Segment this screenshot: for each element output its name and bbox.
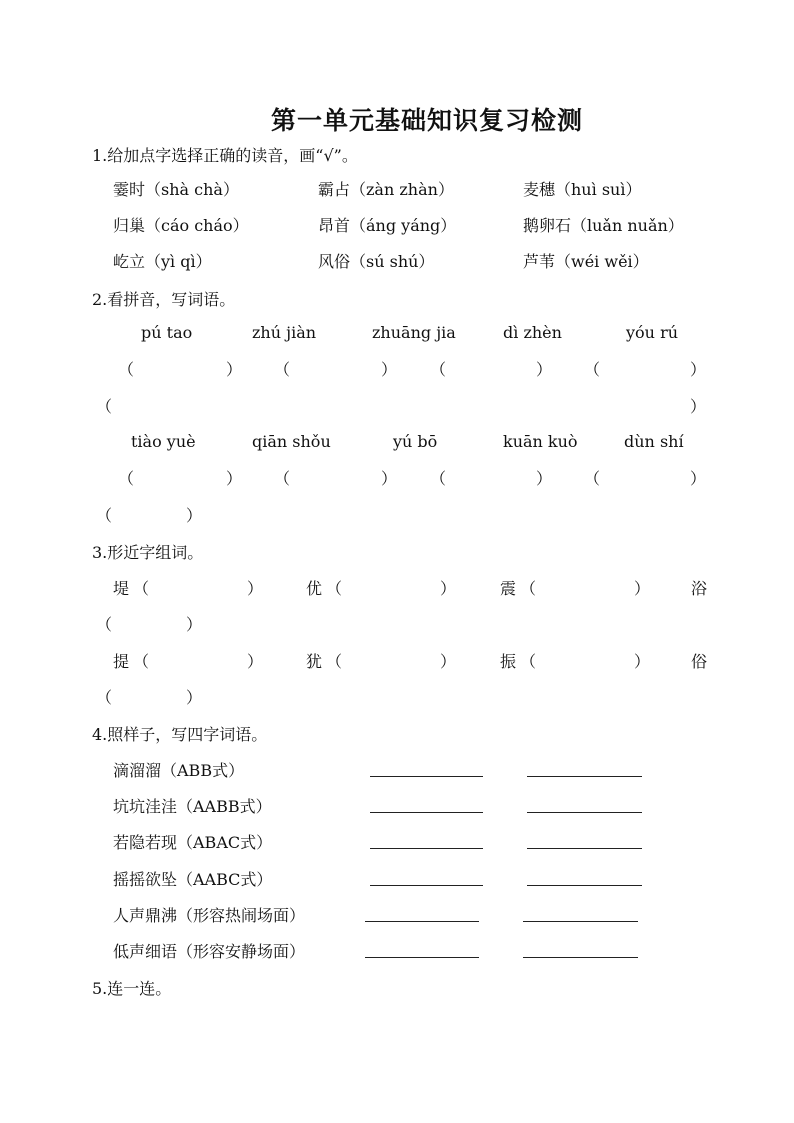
answer-line[interactable] [365, 921, 479, 922]
q1-item: 霸占（zàn zhàn） [318, 180, 454, 199]
q2-answer-row [0, 357, 794, 381]
answer-box-close: ） [440, 579, 457, 598]
q1-row [0, 213, 794, 237]
pinyin: dùn shí [624, 432, 684, 451]
q1-row [0, 177, 794, 201]
q2-pinyin-row [0, 432, 794, 456]
q2-pinyin-row [0, 323, 794, 347]
char: 俗 [691, 652, 708, 671]
answer-box-close: ） [634, 579, 651, 598]
answer-box-close: ） [381, 360, 398, 379]
pinyin: dì zhèn [503, 323, 562, 342]
q4-row [0, 903, 794, 927]
answer-line[interactable] [370, 848, 483, 849]
q2-answer-row [0, 466, 794, 490]
q4-example: 低声细语（形容安静场面） [113, 942, 306, 961]
q3-row [0, 612, 794, 636]
answer-box-close: ） [690, 360, 707, 379]
answer-box-open[interactable]: （ [274, 360, 291, 379]
char: 提 [113, 652, 130, 671]
answer-box-open[interactable]: （ [520, 579, 537, 598]
q3-prompt: 3.形近字组词。 [92, 543, 204, 562]
q4-row [0, 867, 794, 891]
answer-line[interactable] [523, 921, 638, 922]
answer-line[interactable] [370, 776, 483, 777]
char: 优 [306, 579, 323, 598]
pinyin: zhuāng jia [372, 323, 456, 342]
answer-box-close: ） [381, 469, 398, 488]
q1-item: 霎时（shà chà） [113, 180, 239, 199]
answer-box-close: ） [634, 652, 651, 671]
q1-item: 昂首（áng yáng） [318, 216, 457, 235]
answer-box-open[interactable]: （ [520, 652, 537, 671]
answer-box-open[interactable]: （ [326, 579, 343, 598]
page-title: 第一单元基础知识复习检测 [270, 106, 583, 135]
q2-prompt: 2.看拼音，写词语。 [92, 290, 236, 309]
answer-box-open[interactable]: （ [133, 579, 150, 598]
q2-answer-row [0, 503, 794, 527]
answer-line[interactable] [370, 812, 483, 813]
q4-row [0, 758, 794, 782]
q1-item: 归巢（cáo cháo） [113, 216, 249, 235]
q1-item: 屹立（yì qì） [113, 252, 212, 271]
q4-example: 坑坑洼洼（AABB式） [113, 797, 272, 816]
answer-box-close: ） [186, 615, 203, 634]
answer-line[interactable] [527, 812, 642, 813]
q1-item: 芦苇（wéi wěi） [523, 252, 649, 271]
answer-box-open[interactable]: （ [118, 360, 135, 379]
answer-box-close: ） [186, 506, 203, 525]
char: 浴 [691, 579, 708, 598]
q4-prompt: 4.照样子，写四字词语。 [92, 725, 268, 744]
q1-row [0, 249, 794, 273]
answer-box-close: ） [536, 469, 553, 488]
pinyin: zhú jiàn [252, 323, 317, 342]
answer-box-open[interactable]: （ [584, 469, 601, 488]
answer-box-close: ） [226, 469, 243, 488]
answer-line[interactable] [523, 957, 638, 958]
pinyin: tiào yuè [131, 432, 196, 451]
answer-box-close: ） [226, 360, 243, 379]
q4-example: 人声鼎沸（形容热闹场面） [113, 906, 306, 925]
answer-box-open[interactable]: （ [96, 688, 113, 707]
answer-box-close: ） [536, 360, 553, 379]
answer-box-open[interactable]: （ [118, 469, 135, 488]
answer-box-open[interactable]: （ [326, 652, 343, 671]
q4-row [0, 794, 794, 818]
pinyin: yóu rú [626, 323, 679, 342]
q3-row [0, 649, 794, 673]
char: 震 [500, 579, 517, 598]
answer-box-close: ） [247, 579, 264, 598]
q4-row [0, 939, 794, 963]
q5-prompt: 5.连一连。 [92, 979, 172, 998]
answer-line[interactable] [370, 885, 483, 886]
q4-example: 摇摇欲坠（AABC式） [113, 870, 273, 889]
q4-example: 若隐若现（ABAC式） [113, 833, 273, 852]
q1-item: 麦穗（huì suì） [523, 180, 642, 199]
pinyin: qiān shǒu [252, 432, 331, 451]
answer-box-open[interactable]: （ [96, 397, 113, 416]
char: 堤 [113, 579, 130, 598]
pinyin: pú tao [141, 323, 193, 342]
answer-box-open[interactable]: （ [96, 506, 113, 525]
answer-box-open[interactable]: （ [133, 652, 150, 671]
answer-box-close: ） [247, 652, 264, 671]
q3-row [0, 576, 794, 600]
answer-line[interactable] [527, 885, 642, 886]
answer-line[interactable] [527, 776, 642, 777]
pinyin: kuān kuò [503, 432, 578, 451]
answer-box-open[interactable]: （ [274, 469, 291, 488]
answer-box-open[interactable]: （ [96, 615, 113, 634]
q1-item: 鹅卵石（luǎn nuǎn） [523, 216, 684, 235]
answer-box-open[interactable]: （ [430, 360, 447, 379]
answer-box-close: ） [690, 397, 707, 416]
answer-line[interactable] [365, 957, 479, 958]
answer-box-close: ） [186, 688, 203, 707]
q1-prompt: 1.给加点字选择正确的读音，画“√”。 [92, 146, 358, 165]
q4-row [0, 830, 794, 854]
answer-box-close: ） [690, 469, 707, 488]
answer-box-open[interactable]: （ [430, 469, 447, 488]
pinyin: yú bō [393, 432, 438, 451]
answer-box-open[interactable]: （ [584, 360, 601, 379]
q4-example: 滴溜溜（ABB式） [113, 761, 245, 780]
char: 犹 [306, 652, 323, 671]
q3-row [0, 685, 794, 709]
char: 振 [500, 652, 517, 671]
q1-item: 风俗（sú shú） [318, 252, 435, 271]
answer-box-close: ） [440, 652, 457, 671]
q2-answer-row [0, 394, 794, 418]
answer-line[interactable] [527, 848, 642, 849]
